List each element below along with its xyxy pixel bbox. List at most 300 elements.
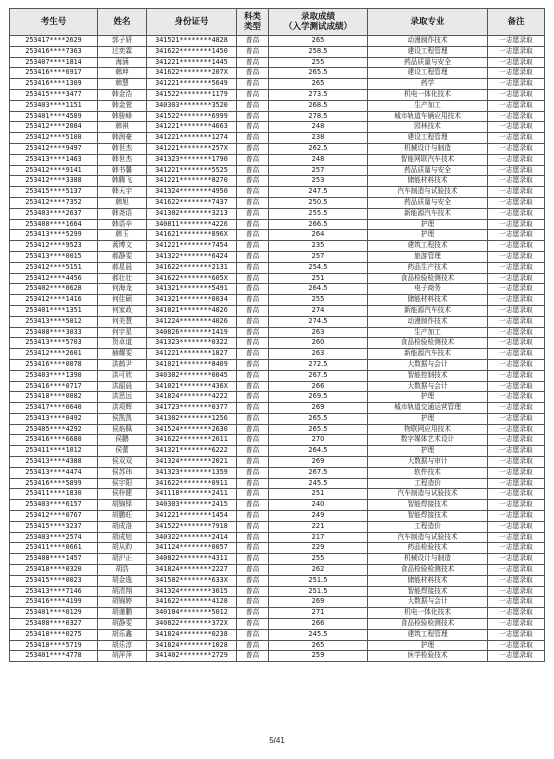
score-cell: 265 — [269, 640, 368, 651]
score-cell: 270 — [269, 435, 368, 446]
name-cell: 侯苏玮 — [98, 467, 147, 478]
id-card-cell: 341221********1445 — [147, 57, 237, 68]
remark-cell: 一志愿录取 — [488, 403, 545, 414]
id-card-cell: 341221********8270 — [147, 176, 237, 187]
table-row — [10, 57, 545, 68]
remark-cell: 一志愿录取 — [488, 359, 545, 370]
table-row — [10, 381, 545, 392]
exam-no-cell: 253412****5108 — [10, 133, 98, 144]
table-row — [10, 111, 545, 122]
major-cell: 电子商务 — [368, 284, 488, 295]
name-cell: 侯宇阳 — [98, 478, 147, 489]
category-cell: 普高 — [237, 36, 269, 47]
score-cell: 272.5 — [269, 359, 368, 370]
exam-no-cell: 253403****2574 — [10, 532, 98, 543]
score-cell: 245.5 — [269, 478, 368, 489]
remark-cell: 一志愿录取 — [488, 435, 545, 446]
remark-cell: 一志愿录取 — [488, 554, 545, 565]
remark-cell: 一志愿录取 — [488, 597, 545, 608]
category-cell: 普高 — [237, 608, 269, 619]
category-cell: 普高 — [237, 511, 269, 522]
name-cell: 胡乐淳 — [98, 640, 147, 651]
header-remark: 备注 — [488, 9, 545, 36]
table-row — [10, 424, 545, 435]
major-cell: 机械设计与制造 — [368, 143, 488, 154]
major-cell: 建筑工程技术 — [368, 241, 488, 252]
id-card-cell: 341118********2411 — [147, 489, 237, 500]
exam-no-cell: 253405****4292 — [10, 424, 98, 435]
name-cell: 洪思远 — [98, 392, 147, 403]
category-cell: 普高 — [237, 424, 269, 435]
exam-no-cell: 253401****4778 — [10, 651, 98, 662]
category-cell: 普高 — [237, 284, 269, 295]
name-cell: 韩慧 — [98, 79, 147, 90]
major-cell: 建设工程管理 — [368, 68, 488, 79]
category-cell: 普高 — [237, 619, 269, 630]
remark-cell: 一志愿录取 — [488, 424, 545, 435]
name-cell: 侯蕾 — [98, 446, 147, 457]
table-row — [10, 392, 545, 403]
major-cell: 药品质量与安全 — [368, 165, 488, 176]
name-cell: 韩骏峰 — [98, 111, 147, 122]
exam-no-cell: 253413****4388 — [10, 457, 98, 468]
exam-no-cell: 253403****1390 — [10, 370, 98, 381]
name-cell: 侯焰佩 — [98, 424, 147, 435]
exam-no-cell: 253415****5137 — [10, 187, 98, 198]
name-cell: 蒿博文 — [98, 241, 147, 252]
id-card-cell: 341824********2227 — [147, 565, 237, 576]
name-cell: 郝星晨 — [98, 262, 147, 273]
remark-cell: 一志愿录取 — [488, 154, 545, 165]
category-cell: 普高 — [237, 349, 269, 360]
remark-cell: 一志愿录取 — [488, 89, 545, 100]
score-cell: 249 — [269, 511, 368, 522]
major-cell: 药学 — [368, 79, 488, 90]
table-body — [10, 36, 545, 662]
major-cell: 药品生产技术 — [368, 262, 488, 273]
id-card-cell: 341622********7437 — [147, 197, 237, 208]
category-cell: 普高 — [237, 392, 269, 403]
table-row — [10, 197, 545, 208]
id-card-cell: 341522********7918 — [147, 521, 237, 532]
table-header — [10, 9, 545, 36]
remark-cell: 一志愿录取 — [488, 489, 545, 500]
score-cell: 217 — [269, 532, 368, 543]
major-cell: 建设工程管理 — [368, 133, 488, 144]
category-cell: 普高 — [237, 197, 269, 208]
name-cell: 洪可欣 — [98, 370, 147, 381]
name-cell: 胡清翔 — [98, 586, 147, 597]
category-cell: 普高 — [237, 208, 269, 219]
name-cell: 韩润豪 — [98, 133, 147, 144]
name-cell: 韩金萱 — [98, 100, 147, 111]
exam-no-cell: 253417****2629 — [10, 36, 98, 47]
name-cell: 侯双双 — [98, 457, 147, 468]
score-cell: 266 — [269, 381, 368, 392]
exam-no-cell: 253408****3033 — [10, 327, 98, 338]
table-row — [10, 79, 545, 90]
category-cell: 普高 — [237, 597, 269, 608]
category-cell: 普高 — [237, 165, 269, 176]
table-row — [10, 262, 545, 273]
id-card-cell: 340322********2414 — [147, 532, 237, 543]
table-row — [10, 359, 545, 370]
name-cell: 胡从昀 — [98, 543, 147, 554]
category-cell: 普高 — [237, 521, 269, 532]
table-row — [10, 629, 545, 640]
table-row — [10, 176, 545, 187]
name-cell: 韩世杰 — [98, 143, 147, 154]
remark-cell: 一志愿录取 — [488, 165, 545, 176]
category-cell: 普高 — [237, 219, 269, 230]
exam-no-cell: 253413****1463 — [10, 154, 98, 165]
id-card-cell: 341321********0034 — [147, 295, 237, 306]
id-card-cell: 341021********436X — [147, 381, 237, 392]
major-cell: 机械设计与制造 — [368, 554, 488, 565]
table-row — [10, 608, 545, 619]
remark-cell: 一志愿录取 — [488, 565, 545, 576]
category-cell: 普高 — [237, 467, 269, 478]
id-card-cell: 341322********6424 — [147, 251, 237, 262]
exam-no-cell: 253413****4474 — [10, 467, 98, 478]
score-cell: 245.5 — [269, 629, 368, 640]
score-cell: 265 — [269, 79, 368, 90]
name-cell: 贺卓道 — [98, 338, 147, 349]
category-cell: 普高 — [237, 435, 269, 446]
score-cell: 240 — [269, 500, 368, 511]
score-cell: 269 — [269, 597, 368, 608]
remark-cell: 一志愿录取 — [488, 187, 545, 198]
exam-no-cell: 253415****3477 — [10, 89, 98, 100]
table-row — [10, 89, 545, 100]
exam-no-cell: 253418****0082 — [10, 392, 98, 403]
remark-cell: 一志愿录取 — [488, 262, 545, 273]
category-cell: 普高 — [237, 154, 269, 165]
exam-no-cell: 253412****3388 — [10, 176, 98, 187]
exam-no-cell: 253416****6917 — [10, 68, 98, 79]
category-cell: 普高 — [237, 176, 269, 187]
category-cell: 普高 — [237, 500, 269, 511]
exam-no-cell: 253413****0492 — [10, 413, 98, 424]
score-cell: 262 — [269, 565, 368, 576]
exam-no-cell: 253401****0129 — [10, 608, 98, 619]
remark-cell: 一志愿录取 — [488, 521, 545, 532]
table-row — [10, 187, 545, 198]
score-cell: 274 — [269, 305, 368, 316]
id-card-cell: 341402********2729 — [147, 651, 237, 662]
header-name: 姓名 — [98, 9, 147, 36]
major-cell: 大数据与会计 — [368, 359, 488, 370]
name-cell: 韩坤 — [98, 68, 147, 79]
category-cell: 普高 — [237, 295, 269, 306]
table-row — [10, 143, 545, 154]
category-cell: 普高 — [237, 273, 269, 284]
admission-table — [9, 8, 545, 662]
major-cell: 汽车制造与试验技术 — [368, 532, 488, 543]
exam-no-cell: 253401****4589 — [10, 111, 98, 122]
score-cell: 251 — [269, 489, 368, 500]
id-card-cell: 341323********1790 — [147, 154, 237, 165]
id-card-cell: 341522********1179 — [147, 89, 237, 100]
major-cell: 储能材料技术 — [368, 295, 488, 306]
table-row — [10, 619, 545, 630]
remark-cell: 一志愿录取 — [488, 230, 545, 241]
category-cell: 普高 — [237, 478, 269, 489]
id-card-cell: 341622********2131 — [147, 262, 237, 273]
score-cell: 267.5 — [269, 467, 368, 478]
score-cell: 262.5 — [269, 143, 368, 154]
id-card-cell: 341324********4950 — [147, 187, 237, 198]
score-cell: 265.5 — [269, 424, 368, 435]
category-cell: 普高 — [237, 457, 269, 468]
id-card-cell: 341502********633X — [147, 575, 237, 586]
table-row — [10, 403, 545, 414]
exam-no-cell: 253412****9141 — [10, 165, 98, 176]
major-cell: 食品检验检测技术 — [368, 565, 488, 576]
name-cell: 胡萍萍 — [98, 651, 147, 662]
id-card-cell: 341221********257X — [147, 143, 237, 154]
id-card-cell: 341221********5649 — [147, 79, 237, 90]
id-card-cell: 341021********8409 — [147, 359, 237, 370]
major-cell: 旅游管理 — [368, 251, 488, 262]
name-cell: 韩腾飞 — [98, 176, 147, 187]
name-cell: 胡锦铎 — [98, 500, 147, 511]
major-cell: 新能源汽车技术 — [368, 305, 488, 316]
category-cell: 普高 — [237, 100, 269, 111]
table-row — [10, 295, 545, 306]
name-cell: 韩书馨 — [98, 165, 147, 176]
table-row — [10, 68, 545, 79]
score-cell: 255.5 — [269, 208, 368, 219]
table-row — [10, 36, 545, 47]
table-row — [10, 575, 545, 586]
table-row — [10, 46, 545, 57]
category-cell: 普高 — [237, 370, 269, 381]
id-card-cell: 341324********2021 — [147, 457, 237, 468]
table-row — [10, 586, 545, 597]
remark-cell: 一志愿录取 — [488, 46, 545, 57]
score-cell: 250.5 — [269, 197, 368, 208]
table-row — [10, 489, 545, 500]
remark-cell: 一志愿录取 — [488, 316, 545, 327]
table-row — [10, 543, 545, 554]
major-cell: 城市轨道交通运营管理 — [368, 403, 488, 414]
exam-no-cell: 253415****0023 — [10, 575, 98, 586]
name-cell: 洪项辉 — [98, 403, 147, 414]
major-cell: 建筑工程管理 — [368, 629, 488, 640]
category-cell: 普高 — [237, 68, 269, 79]
id-card-cell: 341124********0057 — [147, 543, 237, 554]
exam-no-cell: 253413****0015 — [10, 251, 98, 262]
exam-no-cell: 253412****9497 — [10, 143, 98, 154]
exam-no-cell: 253411****1830 — [10, 489, 98, 500]
name-cell: 郭子妍 — [98, 36, 147, 47]
remark-cell: 一志愿录取 — [488, 176, 545, 187]
name-cell: 韩旭 — [98, 197, 147, 208]
id-card-cell: 341302********1256 — [147, 413, 237, 424]
remark-cell: 一志愿录取 — [488, 381, 545, 392]
table-row — [10, 521, 545, 532]
score-cell: 269.5 — [269, 392, 368, 403]
table-row — [10, 154, 545, 165]
table-row — [10, 370, 545, 381]
score-cell: 255 — [269, 554, 368, 565]
name-cell: 胡成洛 — [98, 521, 147, 532]
score-cell: 264.5 — [269, 284, 368, 295]
id-card-cell: 341021********4026 — [147, 305, 237, 316]
exam-no-cell: 253403****6157 — [10, 500, 98, 511]
id-card-cell: 341524********2630 — [147, 424, 237, 435]
name-cell: 韩玉 — [98, 230, 147, 241]
category-cell: 普高 — [237, 338, 269, 349]
major-cell: 智能控制技术 — [368, 370, 488, 381]
category-cell: 普高 — [237, 651, 269, 662]
major-cell: 大数据与会计 — [368, 597, 488, 608]
remark-cell: 一志愿录取 — [488, 208, 545, 219]
name-cell: 胡金逸 — [98, 575, 147, 586]
remark-cell: 一志愿录取 — [488, 143, 545, 154]
category-cell: 普高 — [237, 532, 269, 543]
exam-no-cell: 253411****0661 — [10, 543, 98, 554]
major-cell: 智能焊接技术 — [368, 586, 488, 597]
id-card-cell: 341323********0322 — [147, 338, 237, 349]
remark-cell: 一志愿录取 — [488, 36, 545, 47]
table-row — [10, 554, 545, 565]
score-cell: 265.5 — [269, 68, 368, 79]
score-cell: 229 — [269, 543, 368, 554]
name-cell: 何宇星 — [98, 327, 147, 338]
exam-no-cell: 253417****0640 — [10, 403, 98, 414]
page-number: 5/41 — [269, 736, 285, 745]
remark-cell: 一志愿录取 — [488, 532, 545, 543]
remark-cell: 一志愿录取 — [488, 349, 545, 360]
name-cell: 韩语辛 — [98, 219, 147, 230]
exam-no-cell: 253402****0628 — [10, 284, 98, 295]
score-cell: 251 — [269, 273, 368, 284]
table-row — [10, 273, 545, 284]
name-cell: 何家政 — [98, 305, 147, 316]
name-cell: 侯梓健 — [98, 489, 147, 500]
remark-cell: 一志愿录取 — [488, 295, 545, 306]
exam-no-cell: 253415****3237 — [10, 521, 98, 532]
name-cell: 过奕霖 — [98, 46, 147, 57]
id-card-cell: 341324********3015 — [147, 586, 237, 597]
category-cell: 普高 — [237, 554, 269, 565]
category-cell: 普高 — [237, 305, 269, 316]
major-cell: 园林技术 — [368, 122, 488, 133]
table-row — [10, 467, 545, 478]
score-cell: 269 — [269, 457, 368, 468]
id-card-cell: 341221********1274 — [147, 133, 237, 144]
exam-no-cell: 253408****1457 — [10, 554, 98, 565]
name-cell: 胡静雯 — [98, 619, 147, 630]
category-cell: 普高 — [237, 359, 269, 370]
table-row — [10, 446, 545, 457]
table-row — [10, 251, 545, 262]
table-row — [10, 565, 545, 576]
id-card-cell: 341622********0911 — [147, 478, 237, 489]
remark-cell: 一志愿录取 — [488, 251, 545, 262]
major-cell: 食品检验检测技术 — [368, 273, 488, 284]
name-cell: 胡锦婷 — [98, 597, 147, 608]
id-card-cell: 341221********4663 — [147, 122, 237, 133]
exam-no-cell: 253413****5012 — [10, 316, 98, 327]
header-category: 科类 类型 — [237, 9, 269, 36]
name-cell: 胡乐鑫 — [98, 629, 147, 640]
id-card-cell: 340104********5012 — [147, 608, 237, 619]
remark-cell: 一志愿录取 — [488, 478, 545, 489]
table-row — [10, 457, 545, 468]
table-row — [10, 284, 545, 295]
major-cell: 动漫制作技术 — [368, 36, 488, 47]
id-card-cell: 340826********1419 — [147, 327, 237, 338]
table-row — [10, 532, 545, 543]
category-cell: 普高 — [237, 187, 269, 198]
major-cell: 护理 — [368, 446, 488, 457]
remark-cell: 一志愿录取 — [488, 608, 545, 619]
name-cell: 胡浩 — [98, 565, 147, 576]
id-card-cell: 341824********4222 — [147, 392, 237, 403]
score-cell: 258.5 — [269, 46, 368, 57]
category-cell: 普高 — [237, 143, 269, 154]
major-cell: 物联网应用技术 — [368, 424, 488, 435]
name-cell: 韩世杰 — [98, 154, 147, 165]
score-cell: 255 — [269, 57, 368, 68]
major-cell: 大数据与审计 — [368, 457, 488, 468]
remark-cell: 一志愿录取 — [488, 122, 545, 133]
category-cell: 普高 — [237, 575, 269, 586]
exam-no-cell: 253416****4199 — [10, 597, 98, 608]
category-cell: 普高 — [237, 111, 269, 122]
score-cell: 264 — [269, 230, 368, 241]
major-cell: 数字媒体艺术设计 — [368, 435, 488, 446]
score-cell: 265 — [269, 36, 368, 47]
score-cell: 266.5 — [269, 219, 368, 230]
id-card-cell: 341521********4828 — [147, 36, 237, 47]
category-cell: 普高 — [237, 403, 269, 414]
id-card-cell: 341323********1359 — [147, 467, 237, 478]
remark-cell: 一志愿录取 — [488, 219, 545, 230]
score-cell: 273.5 — [269, 89, 368, 100]
category-cell: 普高 — [237, 241, 269, 252]
score-cell: 247.5 — [269, 187, 368, 198]
table-row — [10, 219, 545, 230]
exam-no-cell: 253416****5899 — [10, 478, 98, 489]
major-cell: 护理 — [368, 392, 488, 403]
major-cell: 大数据与会计 — [368, 381, 488, 392]
exam-no-cell: 253418****0320 — [10, 565, 98, 576]
remark-cell: 一志愿录取 — [488, 392, 545, 403]
major-cell: 智能焊接技术 — [368, 500, 488, 511]
category-cell: 普高 — [237, 122, 269, 133]
score-cell: 260 — [269, 338, 368, 349]
category-cell: 普高 — [237, 413, 269, 424]
id-card-cell: 341622********4128 — [147, 597, 237, 608]
header-row — [10, 9, 545, 36]
name-cell: 侯凯凯 — [98, 413, 147, 424]
table-row — [10, 478, 545, 489]
remark-cell: 一志愿录取 — [488, 500, 545, 511]
exam-no-cell: 253408****1664 — [10, 219, 98, 230]
remark-cell: 一志愿录取 — [488, 651, 545, 662]
category-cell: 普高 — [237, 543, 269, 554]
name-cell: 赫耀雯 — [98, 349, 147, 360]
name-cell: 何佳硕 — [98, 295, 147, 306]
exam-no-cell: 253412****1416 — [10, 295, 98, 306]
exam-no-cell: 253412****5151 — [10, 262, 98, 273]
score-cell: 263 — [269, 327, 368, 338]
name-cell: 侯鹏 — [98, 435, 147, 446]
